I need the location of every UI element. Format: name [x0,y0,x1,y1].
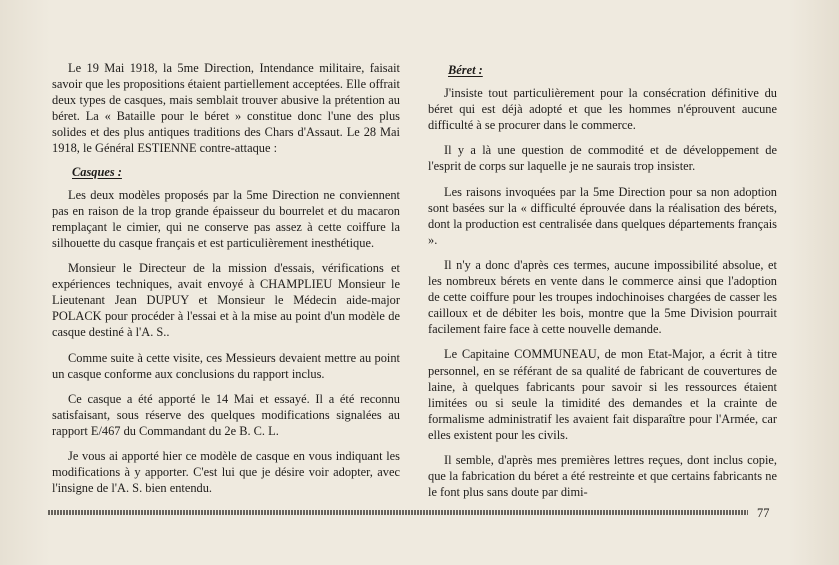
paragraph: Ce casque a été apporté le 14 Mai et essayé. Il a été reconnu satisfaisant, sous réserve des quelques modifications signalées au rapport E/467 du Commandant du 2e B. C. L. [52,391,400,438]
right-column [428,60,777,509]
intro-paragraph: Le 19 Mai 1918, la 5me Direction, Intendance militaire, faisait savoir que les propositions étaient partiellement acceptées. Elle offrait deux types de casques, mais semblait trouver abusive la prétention au béret. La « Bataille pour le béret » constitue donc l'une des plus solides et des plus antiques traditions des Chars d'Assaut. Le 28 Mai 1918, le Général ESTIENNE contre-attaque : [52,61,400,156]
section-heading-beret: Béret : [448,63,483,77]
section-heading-casques: Casques : [72,164,122,179]
paragraph: J'insiste tout particulièrement pour la consécration définitive du béret qui est déjà adopté et que les hommes n'éprouvent aucune difficulté à se procurer dans le commerce. [428,86,777,133]
paragraph: Les raisons invoquées par la 5me Direction pour sa non adoption sont basées sur la « difficulté éprouvée dans la réalisation des bérets, dont la production est centralisée dans quelques départements français ». [428,184,777,247]
footer-dotted-rule [48,510,748,515]
page-number: 77 [757,506,770,520]
paragraph: Il y a là une question de commodité et de développement de l'esprit de corps sur laquelle je ne saurais trop insister. [428,143,777,174]
paragraph: Il semble, d'après mes premières lettres reçues, dont inclus copie, que la fabrication du béret a été restreinte et que certains fabricants ne le font plus sans doute par dimi- [428,452,777,500]
paragraph: Je vous ai apporté hier ce modèle de casque en vous indiquant les modifications à y apporter. C'est lui que je désire voir adopter, avec l'insigne de l'A. S. bien entendu. [52,448,400,496]
paragraph: Les deux modèles proposés par la 5me Direction ne conviennent pas en raison de la trop grande épaisseur du bourrelet et du macaron remplaçant le cimier, qui ne conserve pas assez à cette coiffure la silhouette du casque français et est particulièrement inesthétique. [52,187,400,250]
paragraph: Le Capitaine COMMUNEAU, de mon Etat-Major, a écrit à titre personnel, en se référant de sa qualité de fabricant de couvertures de laine, à quelques fabricants pour savoir si les ressources étaient limitées ou si seule la timidité des demandes et la crainte de formalisme administratif les avaient fait disparaître pour l'Armée, car elles existent pour les civils. [428,347,777,442]
paragraph: Monsieur le Directeur de la mission d'essais, vérifications et expériences techniques, avait envoyé à CHAMPLIEU Monsieur le Lieutenant Jean DUPUY et Monsieur le Médecin aide-major POLACK pour procéder à l'essai et à la mise au point d'un modèle de casque destiné à l'A. S.. [52,261,400,340]
paragraph: Il n'y a donc d'après ces termes, aucune impossibilité absolue, et les nombreux bérets en vente dans le commerce ainsi que l'adoption de cette coiffure pour les troupes indochinoises chargées de casser les cailloux et de débiter les bois, montre que la 5me Division pourrait facilement faire face à cette nouvelle demande. [428,257,777,337]
paragraph: Comme suite à cette visite, ces Messieurs devaient mettre au point un casque conforme aux conclusions du rapport inclus. [52,350,400,381]
left-column [52,60,400,505]
